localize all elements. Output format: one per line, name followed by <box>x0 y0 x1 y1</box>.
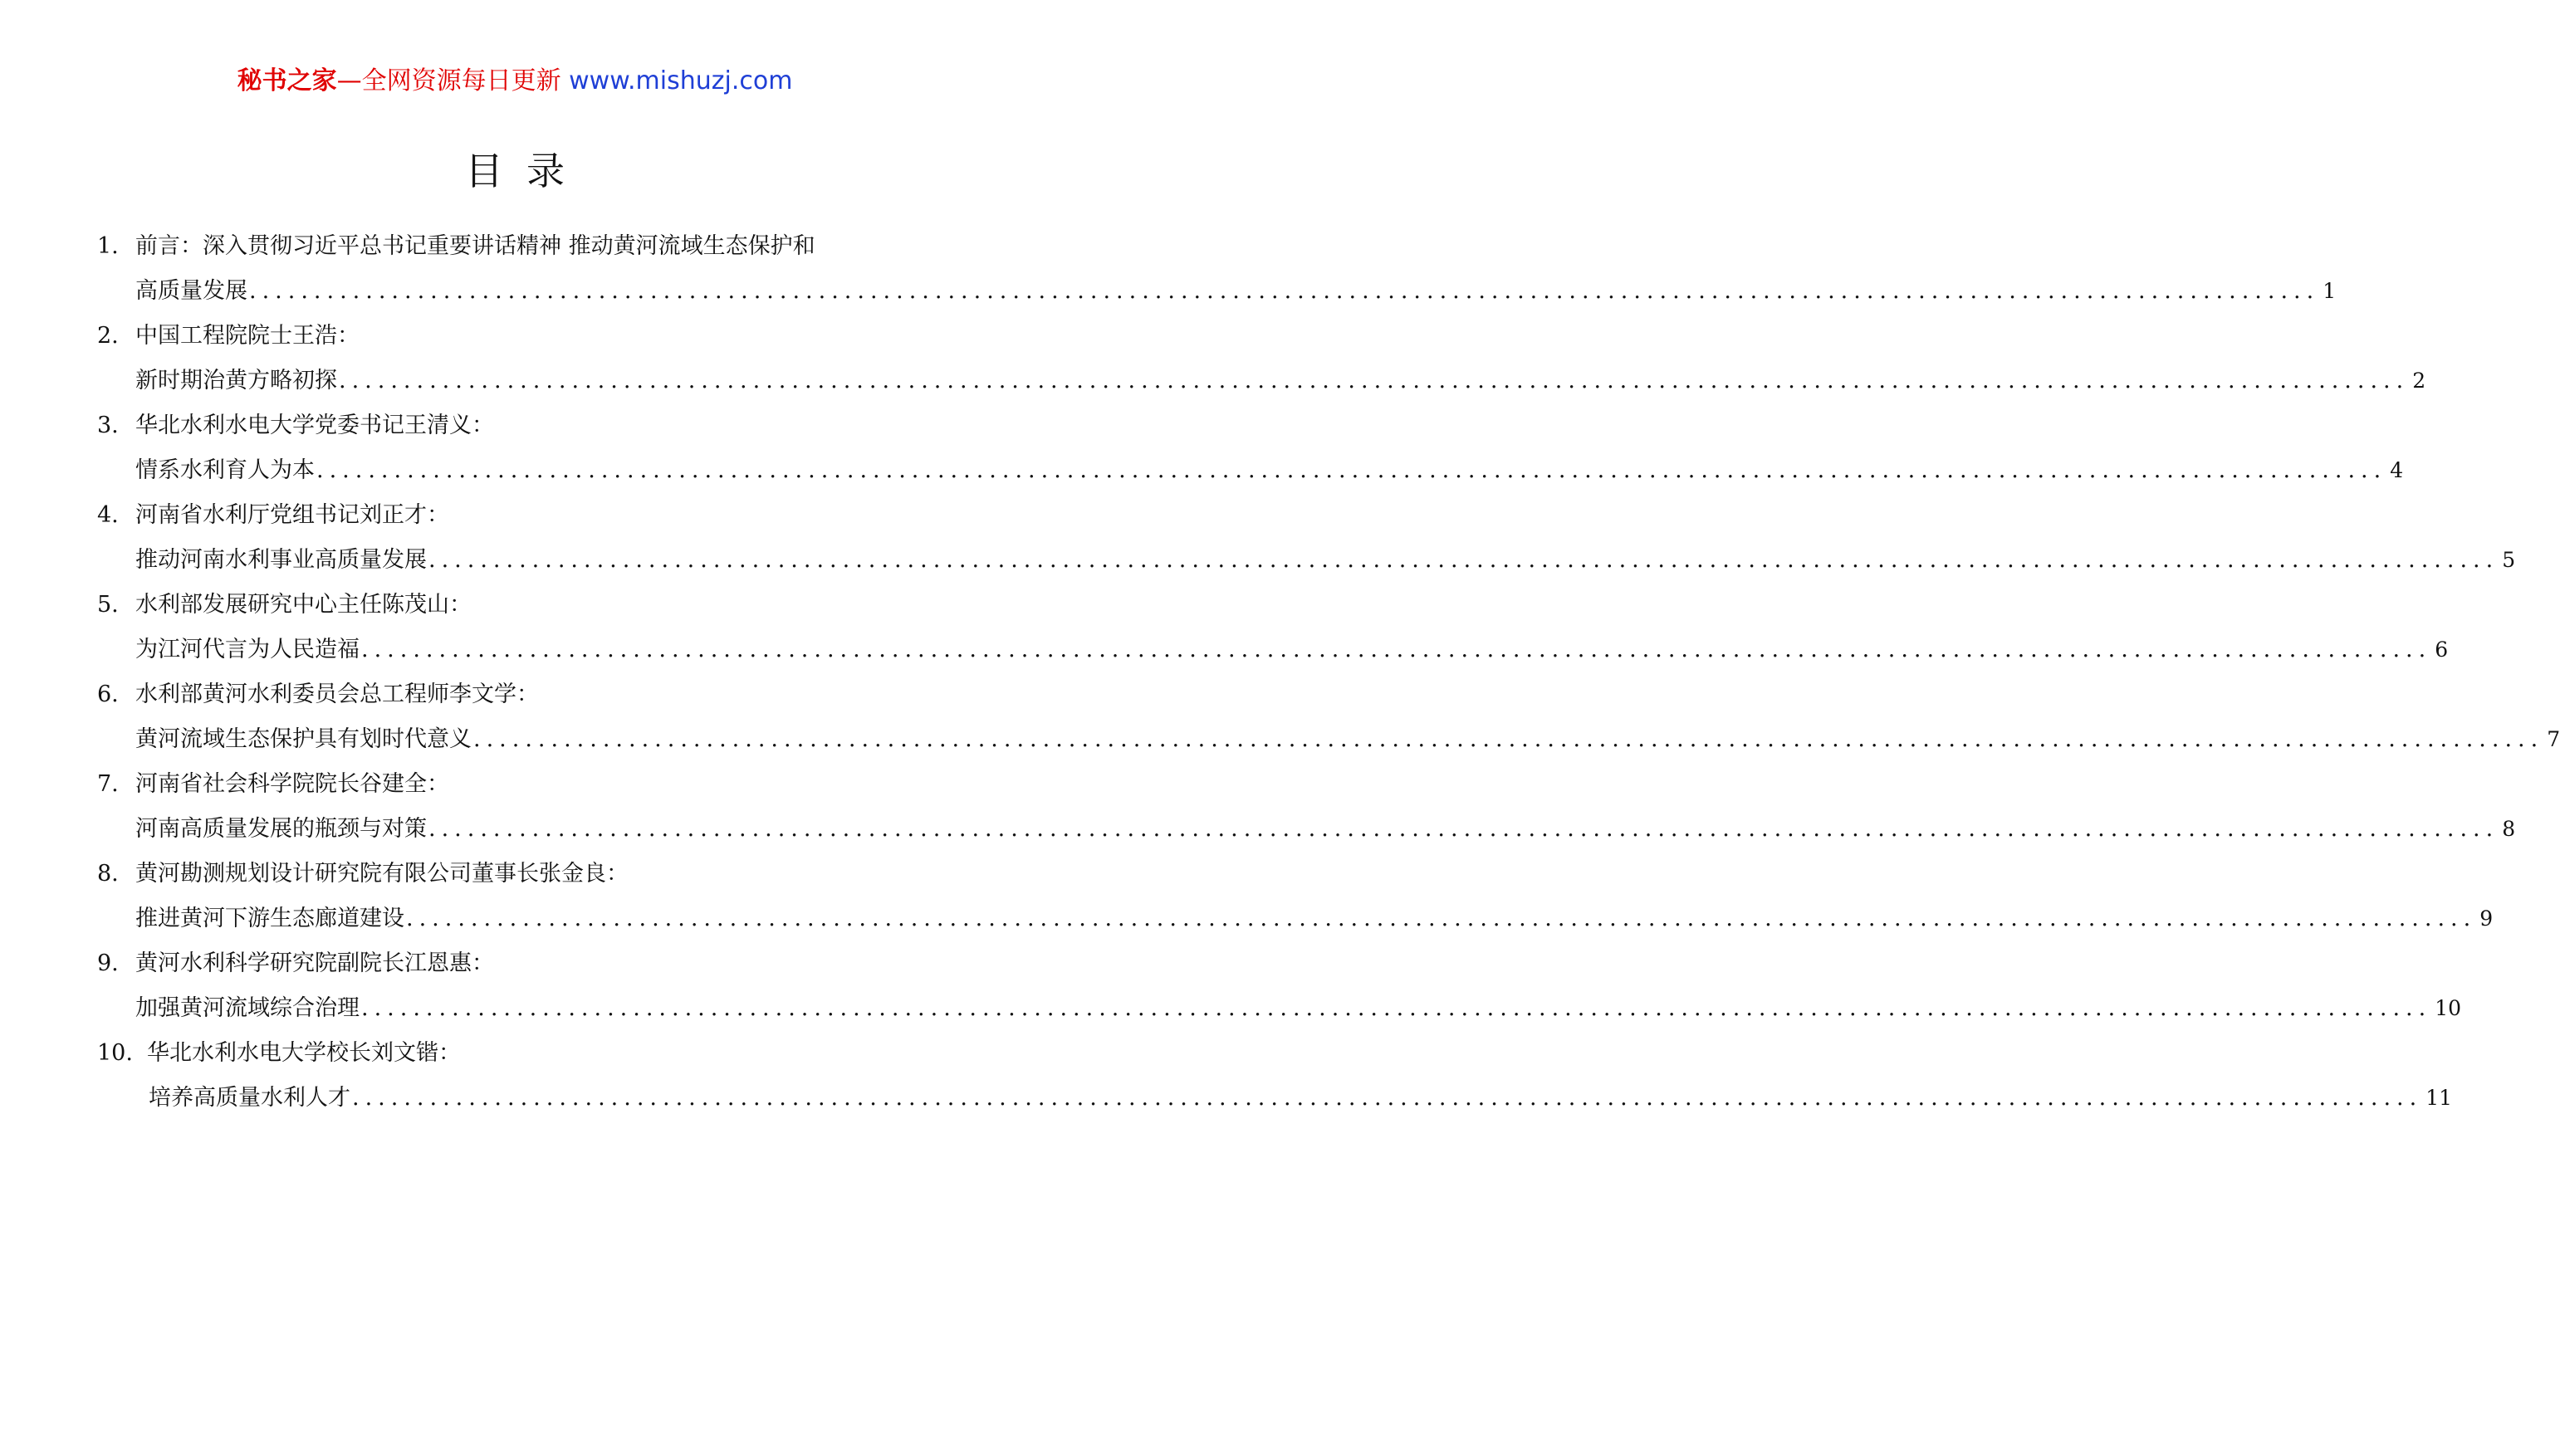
site-url-link[interactable]: www.mishuzj.com <box>569 66 793 95</box>
toc-entry[interactable] <box>97 583 2449 672</box>
toc-entry-page: 6 <box>2435 638 2449 662</box>
toc-entry-subtitle: 河南高质量发展的瓶颈与对策 <box>135 816 427 842</box>
toc-entry-heading: 黄河勘测规划设计研究院有限公司董事长张金良： <box>135 861 629 887</box>
toc-entry[interactable] <box>97 1031 2453 1121</box>
toc-entry[interactable] <box>97 852 2494 941</box>
toc-entry-heading: 黄河水利科学研究院副院长江恩惠： <box>135 950 494 976</box>
toc-entry-subtitle: 培养高质量水利人才 <box>149 1085 350 1111</box>
toc-entry-page: 8 <box>2502 817 2516 841</box>
toc-entry[interactable] <box>97 493 2516 583</box>
dot-leader: ................................................................................................................................................................ <box>428 547 2499 573</box>
brand-name: 秘书之家 <box>237 66 337 95</box>
toc-entry-subtitle: 黄河流域生态保护具有划时代意义 <box>135 726 472 752</box>
toc-entry-subtitle: 推动河南水利事业高质量发展 <box>135 547 427 573</box>
dot-leader: ................................................................................................................................................................ <box>352 1085 2423 1111</box>
toc-entry-page: 10 <box>2435 996 2462 1020</box>
toc-entry-number: 2. <box>97 323 119 349</box>
toc-entry-number: 9. <box>97 950 119 976</box>
toc-entry-page: 1 <box>2323 279 2337 303</box>
toc-entry[interactable] <box>97 403 2404 493</box>
toc-entry-page: 9 <box>2479 906 2494 931</box>
toc-entry-heading: 水利部黄河水利委员会总工程师李文学： <box>135 682 539 707</box>
toc-entry-number: 8. <box>97 861 119 887</box>
toc-entry[interactable] <box>97 762 2516 852</box>
toc-entry-page: 11 <box>2425 1086 2453 1110</box>
toc-entry-page: 4 <box>2390 458 2404 482</box>
toc-entry-page: 7 <box>2547 727 2560 751</box>
toc-entry-heading: 华北水利水电大学校长刘文锴： <box>147 1040 461 1066</box>
toc-entry-number: 4. <box>97 502 119 528</box>
toc-entry[interactable] <box>97 672 2560 762</box>
header-slogan: —全网资源每日更新 <box>336 66 561 95</box>
dot-leader: ................................................................................................................................................................ <box>473 726 2544 752</box>
dot-leader: ................................................................................................................................................................ <box>361 637 2432 662</box>
toc-entry-number: 7. <box>97 771 119 797</box>
dot-leader: ................................................................................................................................................................ <box>406 906 2477 931</box>
toc-entry-subtitle: 推进黄河下游生态廊道建设 <box>135 906 404 931</box>
toc-entry-subtitle: 情系水利育人为本 <box>135 457 315 483</box>
toc-entry-subtitle: 为江河代言为人民造福 <box>135 637 360 662</box>
toc-entry-heading: 河南省水利厅党组书记刘正才： <box>135 502 449 528</box>
toc-entry-heading: 河南省社会科学院院长谷建全： <box>135 771 449 797</box>
toc-entry-heading: 中国工程院院士王浩： <box>135 323 360 349</box>
toc-entry[interactable] <box>97 941 2462 1031</box>
dot-leader: ................................................................................................................................................................ <box>339 368 2410 393</box>
page-title: 目录 <box>465 149 588 193</box>
dot-leader: ................................................................................................................................................................ <box>249 278 2320 304</box>
toc-entry-page: 5 <box>2502 548 2516 572</box>
toc-entry-number: 6. <box>97 682 119 707</box>
dot-leader: ................................................................................................................................................................ <box>428 816 2499 842</box>
toc-entry-number: 3. <box>97 413 119 438</box>
dot-leader: ................................................................................................................................................................ <box>361 995 2432 1021</box>
toc-entry-heading: 前言：深入贯彻习近平总书记重要讲话精神 推动黄河流域生态保护和 <box>135 233 815 259</box>
toc-entry-number: 5. <box>97 592 119 618</box>
toc-entry-number: 10. <box>97 1040 133 1066</box>
table-of-contents <box>97 224 2560 1121</box>
toc-entry-heading: 华北水利水电大学党委书记王清义： <box>135 413 494 438</box>
toc-entry[interactable] <box>97 224 2337 314</box>
site-header <box>0 65 1030 98</box>
toc-entry-heading: 水利部发展研究中心主任陈茂山： <box>135 592 472 618</box>
dot-leader: ................................................................................................................................................................ <box>316 457 2387 483</box>
toc-entry-subtitle: 高质量发展 <box>135 278 247 304</box>
toc-entry-subtitle: 新时期治黄方略初探 <box>135 368 337 393</box>
toc-entry-page: 2 <box>2412 369 2426 393</box>
toc-entry-number: 1. <box>97 233 119 259</box>
toc-entry[interactable] <box>97 314 2426 403</box>
toc-entry-subtitle: 加强黄河流域综合治理 <box>135 995 360 1021</box>
